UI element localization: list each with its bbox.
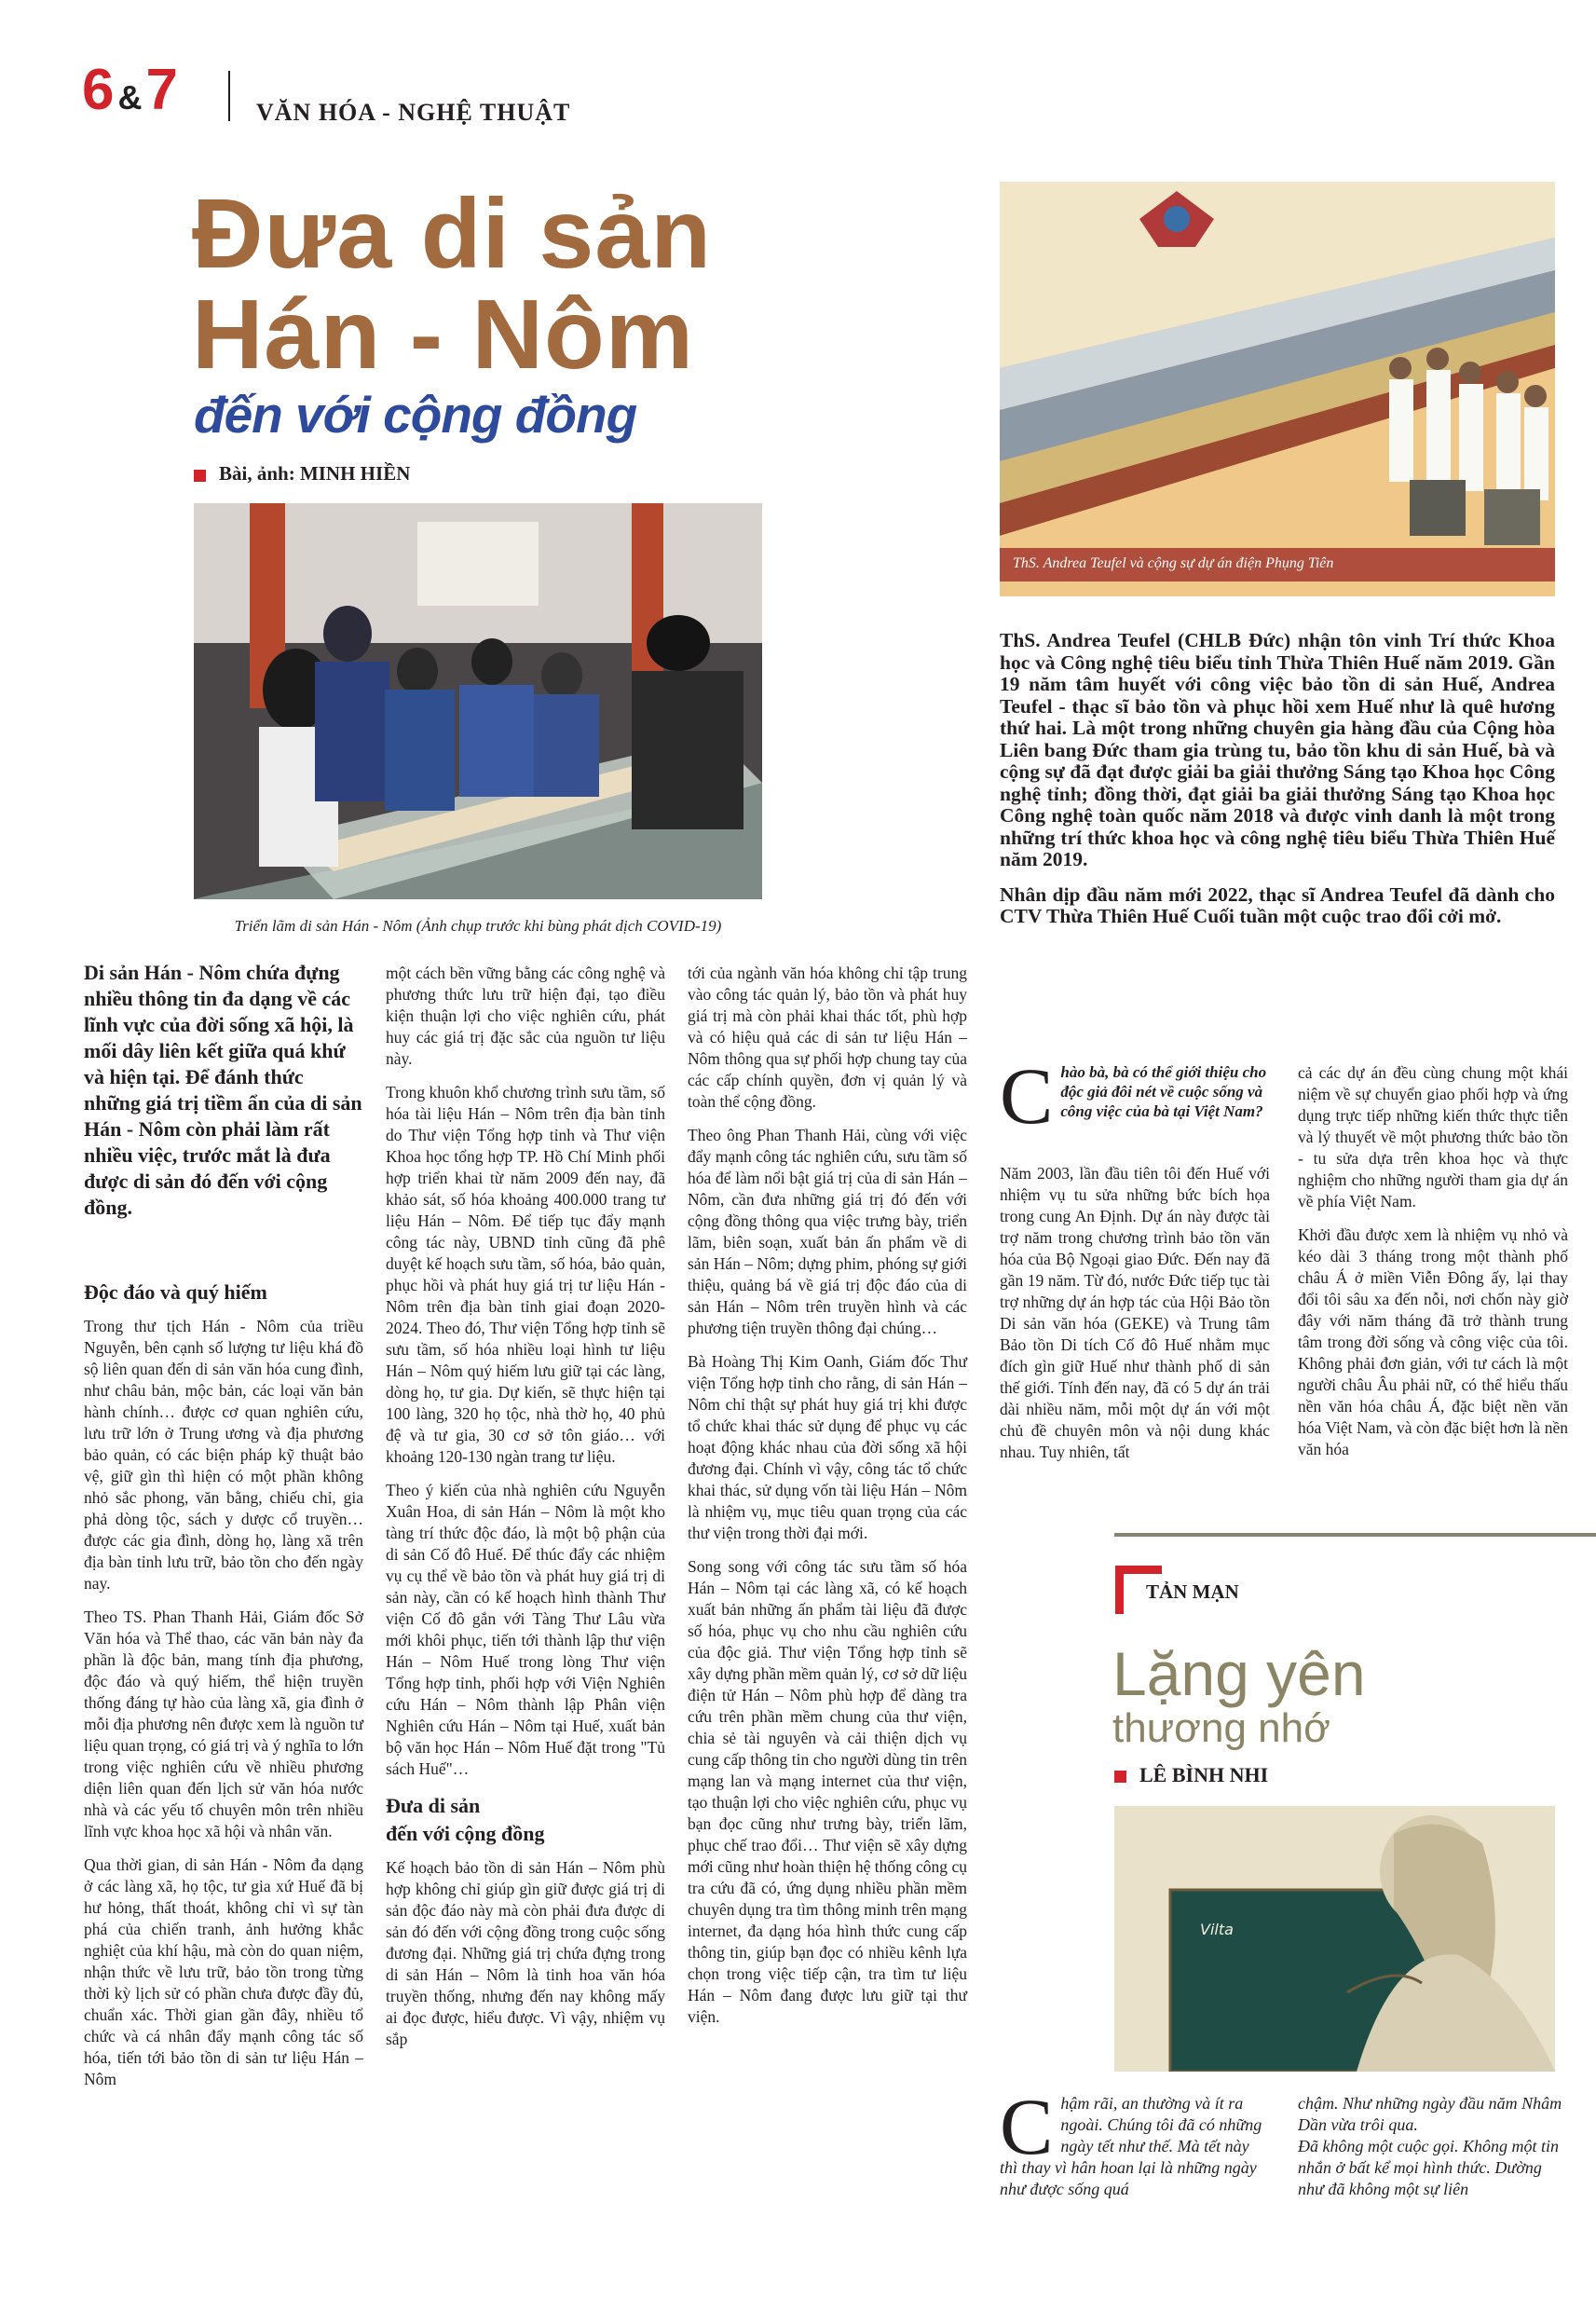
heading-line: Đưa di sản bbox=[386, 1794, 481, 1817]
paragraph: một cách bền vững bằng các công nghệ và phương thức lưu trữ hiện đại, tạo điều kiện thuận lợi cho việc nghiên cứu, phát huy các giá trị đặc sắc của nguồn tư liệu này. bbox=[386, 964, 665, 1068]
dropcap: C bbox=[1000, 2082, 1054, 2171]
paragraph: chậm. Như những ngày đầu năm Nhâm Dần vừa trôi qua. bbox=[1298, 2094, 1562, 2134]
paragraph: tới của ngành văn hóa không chỉ tập trung vào công tác quản lý, bảo tồn và phát huy giá trị mà còn phải khai thác tốt, phù hợp và có hiệu quả các di sản tư liệu Hán – Nôm thông qua sự phối hợp chung tay của các cấp chính quyền, đơn vị quản lý và toàn thể cộng đồng. bbox=[688, 964, 967, 1111]
essay-illustration bbox=[1114, 1806, 1555, 2072]
essay-text-column-1 bbox=[1000, 2082, 1270, 2200]
section-divider bbox=[1114, 1533, 1596, 1537]
byline-text: Bài, ảnh: MINH HIỀN bbox=[219, 462, 411, 485]
bullet-square-icon bbox=[1114, 1771, 1126, 1783]
paragraph: Qua thời gian, di sản Hán - Nôm đa dạng ở các làng xã, họ tộc, tư gia xứ Huế đã bị hư hỏng, thất thoát, không chỉ vì sự tàn phá của chiến tranh, ảnh hưởng khắc nghiệt của khí hậu, mà còn do quan niệm, nhận thức về lưu trữ, bảo tồn trong từng thời kỳ lịch sử có phần chưa được đầy đủ, chuẩn xác. Thời gian gần đây, nhiều tổ chức và cá nhân đẩy mạnh công tác số hóa, tiến tới bảo tồn di sản tư liệu Hán – Nôm bbox=[84, 1855, 363, 2088]
page-number-amp: & bbox=[117, 78, 143, 116]
paragraph: Năm 2003, lần đầu tiên tôi đến Huế với nhiệm vụ tu sửa những bức bích họa trong cung An Định. Dự án này được tài trợ năm trong chương trình bảo tồn văn hóa của Bộ Ngoại giao Đức. Đến nay đã gần 19 năm. Từ đó, nước Đức tiếp tục tài trợ những dự án hợp tác của Hội Bảo tồn Di sản văn hóa (GEKE) và Trung tâm Bảo tồn Di tích Cố đô Huế nhằm mục đích gìn giữ Huế như thành phố di sản thế giới. Tính đến nay, đã có 5 dự án trải dài nhiều năm, mỗi một dự án với một chủ đề chuyên môn và nội dung khác nhau. Tuy nhiên, tất bbox=[1000, 1164, 1270, 1461]
page-numbers bbox=[82, 58, 178, 122]
paragraph: Đã không một cuộc gọi. Không một tin nhắn ở bất kể mọi hình thức. Dường như đã không một sự liên bbox=[1298, 2137, 1559, 2198]
side-section-label: TẢN MẠN bbox=[1146, 1580, 1239, 1603]
exhibition-photo bbox=[194, 503, 762, 899]
paragraph: Theo ông Phan Thanh Hải, cùng với việc đẩy mạnh công tác nghiên cứu, sưu tầm số hóa để làm nổi bật giá trị của di sản Hán – Nôm, cần đưa những giá trị đó đến với cộng đồng thông qua việc trưng bày, triển lãm, biên soạn, xuất bản ấn phẩm về di sản Hán – Nôm; dựng phim, phóng sự giới thiệu, quảng bá về giá trị độc đáo của di sản Hán – Nôm trên truyền hình và các phương tiện truyền thông đại chúng… bbox=[688, 1126, 967, 1337]
essay-text-column-2 bbox=[1298, 2093, 1568, 2200]
article-column-3 bbox=[688, 963, 967, 2040]
paragraph: Trong khuôn khổ chương trình sưu tầm, số hóa tài liệu Hán – Nôm trên địa bàn tỉnh do Thư viện Tổng hợp tỉnh và Thư viện Khoa học tổng hợp TP. Hồ Chí Minh phối hợp triển khai từ năm 2009 đến nay, đã khảo sát, số hóa khoảng 400.000 trang tư liệu Hán – Nôm. Để tiếp tục đẩy mạnh công tác này, UBND tỉnh cũng đã phê duyệt kế hoạch sưu tầm, số hóa, bảo quản, phục hồi và phát huy giá trị tư liệu Hán - Nôm trên địa bàn tỉnh giai đoạn 2020-2024. Theo đó, Thư viện Tổng hợp tỉnh sẽ sưu tầm, số hóa nhiều loại hình tư liệu Hán – Nôm quý hiếm lưu giữ tại các làng, dòng họ, tư gia. Dự kiến, sẽ thực hiện tại 100 làng, 320 họ tộc, nhà thờ họ, 40 phủ đệ và tư gia, 30 cơ sở tôn giáo… với khoảng 120-130 ngàn trang tư liệu. bbox=[386, 1083, 665, 1466]
paragraph: cả các dự án đều cùng chung một khái niệm về sự chuyển giao phối hợp và ứng dụng trực tiếp những kiến thức thực tiễn và lý thuyết về một phương thức bảo tồn - tu sửa dựa trên khoa học và thực nghiệm cho những người tham gia dự án về phía Việt Nam. bbox=[1298, 1063, 1568, 1211]
byline-text: LÊ BÌNH NHI bbox=[1139, 1763, 1269, 1786]
essay-text: hậm rãi, an thường và ít ra ngoài. Chúng tôi đã có những ngày tết như thế. Mà tết này thì thay vì hân hoan lại là những ngày như được sống quá bbox=[1000, 2094, 1262, 2198]
interview-column-2 bbox=[1298, 1062, 1568, 1472]
essay-title: Lặng yên bbox=[1112, 1639, 1366, 1708]
article-column-2 bbox=[386, 963, 665, 2062]
essay-byline bbox=[1114, 1763, 1268, 1787]
section-heading: Độc đáo và quý hiếm bbox=[84, 1280, 267, 1304]
header-divider bbox=[228, 71, 230, 121]
article-lead: Di sản Hán - Nôm chứa đựng nhiều thông tin đa dạng về các lĩnh vực của đời sống xã hội, là mối dây liên kết giữa quá khứ và hiện tại. Để đánh thức những giá trị tiềm ẩn của di sản Hán - Nôm còn phải làm rất nhiều việc, trước mắt là đưa được di sản đó đến với cộng đồng. bbox=[84, 961, 362, 1219]
illustration-signature: Vilta bbox=[1200, 1921, 1234, 1938]
interview-intro bbox=[1000, 630, 1555, 941]
dropcap: C bbox=[1000, 1051, 1054, 1141]
article-byline bbox=[194, 462, 410, 486]
page-number-left: 6 bbox=[82, 58, 115, 122]
article-title-line1: Đưa di sản bbox=[192, 179, 713, 289]
paragraph: Theo ý kiến của nhà nghiên cứu Nguyễn Xuân Hoa, di sản Hán – Nôm là một kho tàng trí thức độc đáo, là một bộ phận của di sản Cố đô Huế. Để thúc đẩy các nhiệm vụ cụ thể về bảo tồn và phát huy giá trị di sản này, cần có kế hoạch hình thành Thư viện Cố đô gắn với Tàng Thư Lâu vừa mới khôi phục, tiến tới thành lập thư viện Hán – Nôm Huế trong lòng Thư viện Tổng hợp tỉnh, phối hợp với Viện Nghiên cứu Hán – Nôm thành lập Phân viện Nghiên cứu Hán – Nôm tại Huế, xuất bản bộ văn học Hán – Nôm Huế đặt trong "Tủ sách Huế"… bbox=[386, 1481, 665, 1778]
article-column-1 bbox=[84, 1271, 363, 2102]
paragraph: ThS. Andrea Teufel (CHLB Đức) nhận tôn vinh Trí thức Khoa học và Công nghệ tiêu biểu tỉnh Thừa Thiên Huế năm 2019. Gần 19 năm tâm huyết với công việc bảo tồn di sản Huế, Andrea Teufel - thạc sĩ bảo tồn và phục hồi xem Huế như là quê hương thứ hai. Là một trong những chuyên gia hàng đầu của Cộng hòa Liên bang Đức tham gia trùng tu, bảo tồn khu di sản Huế, bà và cộng sự đã đạt được giải ba giải thưởng Sáng tạo Khoa học Công nghệ tỉnh; đồng thời, đạt giải ba giải thưởng Sáng tạo Khoa học Công nghệ toàn quốc năm 2018 và được vinh danh là một trong những trí thức khoa học và công nghệ tiêu biểu Thừa Thiên Huế năm 2019. bbox=[1000, 629, 1555, 870]
essay-subtitle: thương nhớ bbox=[1112, 1705, 1330, 1751]
paragraph: Bà Hoàng Thị Kim Oanh, Giám đốc Thư viện Tổng hợp tỉnh cho rằng, di sản Hán – Nôm chỉ thật sự phát huy giá trị khi được tổ chức khai thác sử dụng để phục vụ các hoạt động khác nhau của đời sống xã hội đương đại. Chính vì vậy, công tác tổ chức khai thác, sử dụng vốn tài liệu Hán – Nôm là nhiệm vụ, mục tiêu quan trọng của các thư viện trong thời đại mới. bbox=[688, 1352, 967, 1542]
paragraph: Theo TS. Phan Thanh Hải, Giám đốc Sở Văn hóa và Thể thao, các văn bản này đa phần là độc bản, mang tính địa phương, độc đáo và quý hiếm, thể hiện truyền thống đáng tự hào của làng xã, gia đình ở mỗi địa phương nên được xem là nguồn tư liệu quan trọng, có giá trị và ý nghĩa to lớn trong việc nghiên cứu về nhiều phương diện liên quan đến lịch sử văn hóa nước nhà và các yếu tố chuyên môn trên nhiều lĩnh vực khoa học xã hội và nhân văn. bbox=[84, 1607, 363, 1840]
article-title-line2: Hán - Nôm bbox=[192, 280, 694, 390]
article-subtitle: đến với cộng đồng bbox=[194, 386, 637, 444]
paragraph: Kế hoạch bảo tồn di sản Hán – Nôm phù hợp không chỉ giúp gìn giữ được giá trị di sản độc đáo này mà còn phải đưa được di sản đó đến với cộng đồng trong cuộc sống đương đại. Những giá trị chứa đựng trong di sản Hán – Nôm là tinh hoa văn hóa truyền thống, nhưng đến nay không mấy ai đọc được, hiểu được. Vì vậy, nhiệm vụ sắp bbox=[386, 1858, 665, 2048]
exhibition-photo-caption: Triển lãm di sản Hán - Nôm (Ảnh chụp trước khi bùng phát dịch COVID-19) bbox=[234, 917, 722, 935]
team-photo-caption: ThS. Andrea Teufel và cộng sự dự án điện Phụng Tiên bbox=[1000, 548, 1555, 581]
section-title: VĂN HÓA - NGHỆ THUẬT bbox=[256, 99, 571, 126]
paragraph: Song song với công tác sưu tầm số hóa Hán – Nôm tại các làng xã, có kế hoạch xuất bản những ấn phẩm tài liệu đã được số hóa, phục vụ cho nhu cầu nghiên cứu của độc giả. Thư viện Tổng hợp tỉnh sẽ xây dựng phần mềm quản lý, cơ sở dữ liệu điện tử Hán – Nôm phù hợp để dàng tra cứu trên phần mềm chung của thư viện, chia sẻ tài nguyên và cải thiện dịch vụ cung cấp thông tin cho người dùng tin trên mạng lan và mạng internet của thư viện, tạo thuận lợi cho việc nghiên cứu, phục vụ bạn đọc cũng như trưng bày, triển lãm, phục chế trao đổi… Thư viện sẽ xây dựng mới cũng như hoàn thiện hệ thống công cụ tra cứu đã có, ứng dụng nhiều phần mềm chuyên dụng tra tìm thông minh trên mạng internet, đa dạng hóa hình thức cung cấp thông tin, giúp bạn đọc có nhiều kênh lựa chọn trong việc tiếp cận, tra tìm tư liệu Hán – Nôm đang được lưu giữ tại thư viện. bbox=[688, 1557, 967, 2026]
interview-column-1 bbox=[1000, 1163, 1270, 1475]
paragraph: Trong thư tịch Hán - Nôm của triều Nguyễn, bên cạnh số lượng tư liệu khá đồ sộ liên quan đến di sản văn hóa cung đình, như châu bản, mộc bản, các loại văn bản hành chính… được cơ quan nghiên cứu, lưu trữ lớn ở Trung ương và địa phương bảo quản, có các biện pháp kỹ thuật bảo vệ, giữ gìn thì hiện có một phần không nhỏ sắc phong, văn bằng, chiếu chỉ, gia phả dòng tộc, sách y dược cổ truyền… được các gia đình, dòng họ, làng xã trên địa bàn tỉnh lưu trữ, bảo tồn cho đến ngày nay. bbox=[84, 1317, 363, 1593]
question-text: hào bà, bà có thể giới thiệu cho độc giả đôi nét về cuộc sống và công việc của bà tại Việt Nam? bbox=[1060, 1063, 1267, 1120]
bullet-square-icon bbox=[194, 470, 206, 482]
paragraph: Nhân dịp đầu năm mới 2022, thạc sĩ Andrea Teufel đã dành cho CTV Thừa Thiên Huế Cuối tuần một cuộc trao đổi cởi mở. bbox=[1000, 882, 1555, 927]
paragraph: Khởi đầu được xem là nhiệm vụ nhỏ và kéo dài 3 tháng trong một thành phố châu Á ở miền Viễn Đông ấy, lại thay đổi tôi sâu xa đến nỗi, nơi chốn này giờ đây với năm tháng đã trở thành trung tâm trong đời sống và công việc của tôi. Không phải đơn giản, với tư cách là một người châu Âu phải nữ, có thể hiểu thấu nền văn hóa châu Á, đặc biệt nền văn hóa Việt Nam, và còn đặc biệt hơn là nền văn hóa bbox=[1298, 1225, 1568, 1458]
heading-line: đến với cộng đồng bbox=[386, 1822, 545, 1845]
section-heading bbox=[386, 1792, 665, 1848]
restoration-team-photo bbox=[1000, 182, 1555, 596]
page-number-right: 7 bbox=[145, 58, 178, 122]
interview-question bbox=[1000, 1051, 1270, 1141]
